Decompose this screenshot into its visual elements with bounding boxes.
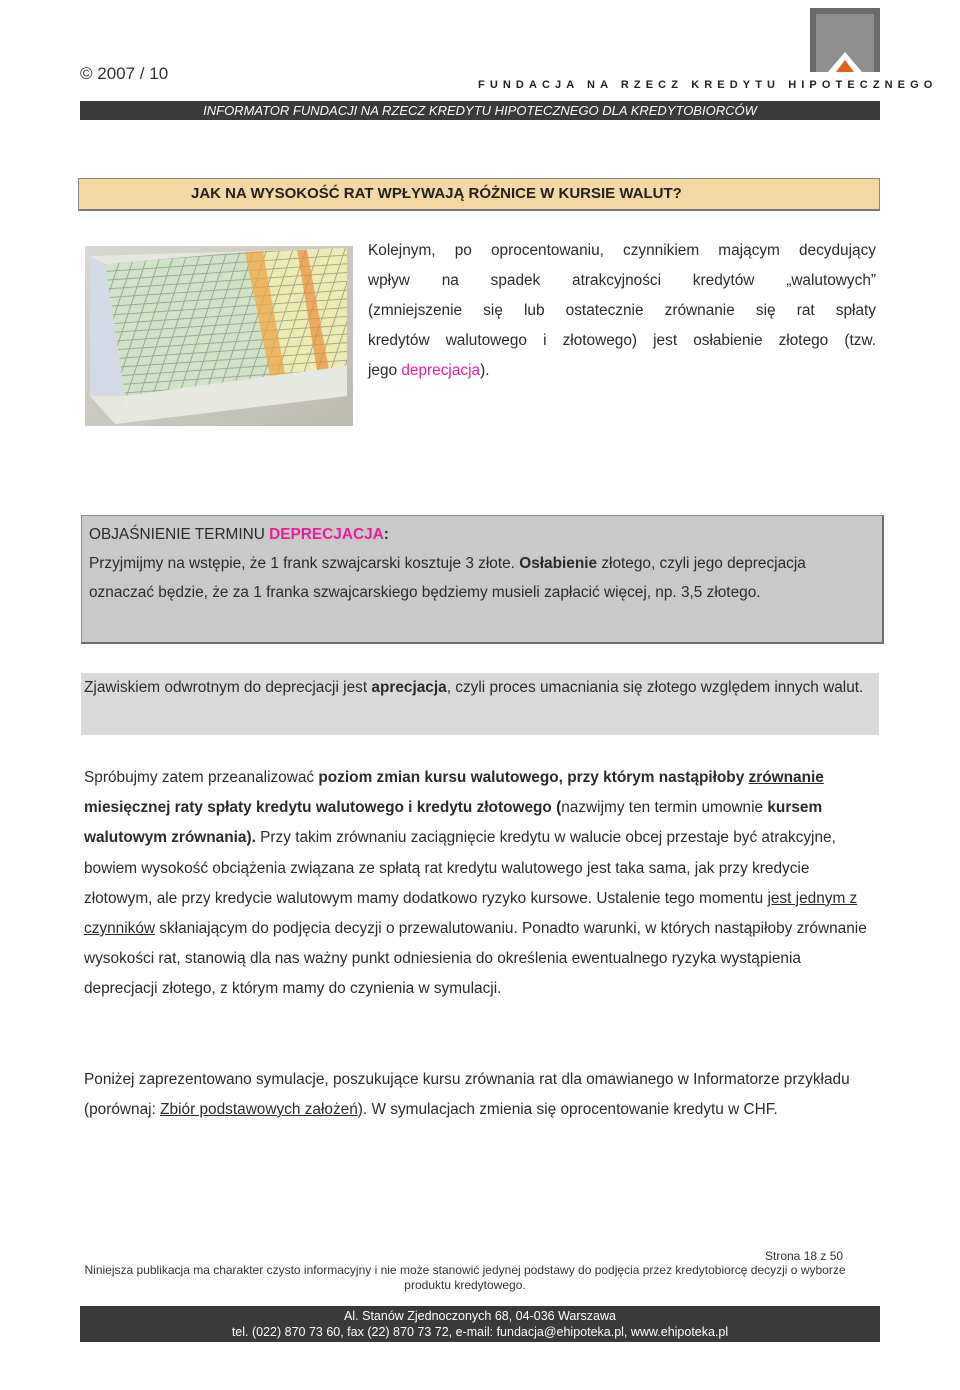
p2-s2: ). W symulacjach zmienia się oprocentowanie kredytu w CHF.: [357, 1100, 778, 1118]
analysis-paragraph: [84, 763, 876, 1005]
zbior-zalozen-link[interactable]: Zbiór podstawowych założeń: [160, 1100, 358, 1118]
section-title: JAK NA WYSOKOŚĆ RAT WPŁYWAJĄ RÓŻNICE W KURSIE WALUT?: [191, 185, 682, 202]
footer-contact: tel. (022) 870 73 60, fax (22) 870 73 72, e-mail: fundacja@ehipoteka.pl, www.ehipoteka.pl: [231, 1325, 729, 1339]
p1-b1: poziom zmian kursu walutowego, przy którym nastąpiłoby: [318, 769, 749, 786]
definition-text-1: Przyjmijmy na wstępie, że 1 frank szwajcarski kosztuje 3 złote.: [89, 555, 520, 572]
p1-b4: kursem walutowym zrównania).: [84, 799, 823, 847]
definition-box: [81, 515, 884, 644]
aprecjacja-text: [84, 673, 874, 703]
czynnikow-link[interactable]: jest jednym z czynników: [84, 889, 858, 938]
page-number: Strona 18 z 50: [765, 1249, 844, 1263]
footer-address: Al. Stanów Zjednoczonych 68, 04-036 Warszawa: [344, 1309, 616, 1323]
aprecjacja-box: [81, 673, 879, 735]
definition-text-bold: Osłabienie: [519, 555, 598, 572]
p1-s4: skłaniającym do podjęcia decyzji o przewalutowaniu. Ponadto warunki, w których nastąpiłoby zrównanie wysokości rat, stanowią dla nas ważny punkt odniesienia do określenia ewentualnego ryzyka wystąpienia deprecjacji złotego, z którym mamy do czynienia w symulacji.: [84, 920, 867, 998]
definition-text-2: złotego, czyli jego deprecjacja oznaczać będzie, że za 1 franka szwajcarskiego będziemy musieli zapłacić więcej, np. 3,5 złotego.: [89, 555, 806, 601]
section-title-box: [78, 178, 880, 211]
header-infobar: INFORMATOR FUNDACJI NA RZECZ KREDYTU HIPOTECZNEGO DLA KREDYTOBIORCÓW: [80, 101, 880, 120]
aprecjacja-term: aprecjacja: [371, 679, 447, 696]
deprecjacja-link[interactable]: deprecjacja: [401, 362, 481, 379]
disclaimer: Niniejsza publikacja ma charakter czysto informacyjny i nie może stanowić jedynej podstawy do podjęcia przez kredytobiorcę decyzji o wyborze produktu kredytowego.: [84, 1263, 846, 1292]
definition-colon: :: [383, 526, 389, 543]
aprecjacja-suffix: , czyli proces umacniania się złotego względem innych walut.: [446, 679, 864, 696]
edition-date: © 2007 / 10: [80, 64, 169, 83]
simulation-paragraph: [84, 1065, 876, 1125]
intro-line: kredytów walutowego i złotowego) jest osłabienie złotego (tzw.: [368, 332, 876, 349]
spreadsheet-photo-image: [85, 246, 353, 426]
intro-line: Kolejnym, po oprocentowaniu, czynnikiem mającym decydujący: [368, 242, 876, 259]
p1-s1: Spróbujmy zatem przeanalizować: [84, 769, 319, 786]
intro-line: wpływ na spadek atrakcyjności kredytów „walutowych”: [368, 272, 876, 289]
definition-text: [89, 549, 869, 607]
p1-b2u: zrównanie: [748, 769, 824, 786]
definition-content: [89, 520, 869, 607]
intro-line-last: [368, 356, 876, 386]
foundation-name: FUNDACJA NA RZECZ KREDYTU HIPOTECZNEGO: [478, 79, 938, 91]
p1-s2: nazwijmy ten termin umownie: [561, 799, 768, 817]
p1-s3: Przy takim zrównaniu zaciągnięcie kredytu w walucie obcej przestaje być atrakcyjne, bowiem wysokość obciążenia związana ze spłatą rat kredytu walutowego jest taka sama, jak przy kredycie złotowym, ale przy kredycie walutowym mamy dodatkowo ryzyko kursowe. Ustalenie tego momentu: [84, 829, 836, 907]
intro-paragraph: [368, 236, 876, 386]
definition-heading: [89, 520, 869, 549]
p2-s1: Poniżej zaprezentowano symulacje, poszukujące kursu zrównania rat dla omawianego w Informatorze przykładu (porównaj:: [84, 1071, 850, 1118]
definition-heading-prefix: OBJAŚNIENIE TERMINU: [89, 526, 270, 543]
p1-b3: miesięcznej raty spłaty kredytu walutowego i kredytu złotowego (: [84, 799, 562, 817]
definition-term: DEPRECJACJA: [269, 526, 384, 543]
aprecjacja-prefix: Zjawiskiem odwrotnym do deprecjacji jest: [84, 679, 372, 696]
intro-last-prefix: jego: [368, 362, 402, 379]
foundation-logo-icon: [810, 8, 880, 72]
footer-bar: [80, 1306, 880, 1342]
intro-line: (zmniejszenie się lub ostatecznie zrównanie się rat spłaty: [368, 302, 876, 319]
intro-last-suffix: ).: [480, 362, 490, 379]
